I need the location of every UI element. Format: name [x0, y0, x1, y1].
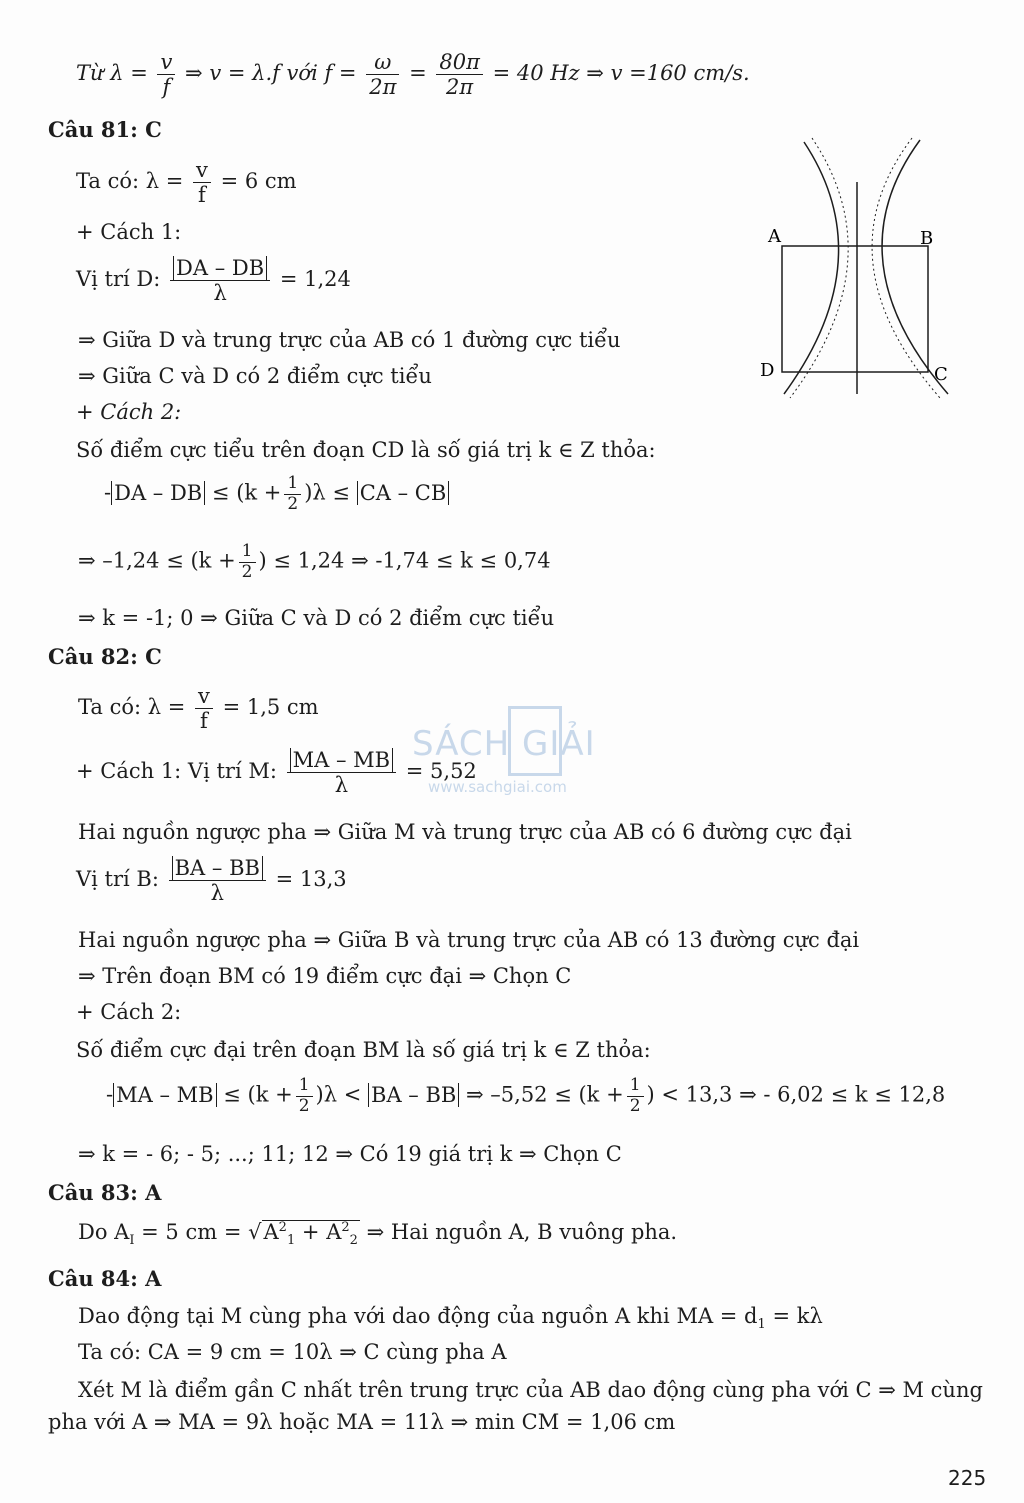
fraction-v-f: $\frac{v}{f}$ — [157, 50, 175, 99]
q82-lambda: Ta có: λ = $\frac{v}{f}$ = 1,5 cm — [78, 684, 319, 734]
watermark-brand: SÁCH GIẢI — [412, 724, 596, 764]
q82-line3: ⇒ Trên đoạn BM có 19 điểm cực đại ⇒ Chọn C — [78, 964, 572, 988]
label-d: D — [760, 360, 775, 381]
q82-line2: Hai nguồn ngược pha ⇒ Giữa B và trung trực của AB có 13 đường cực đại — [78, 928, 860, 952]
right-hyperbola-dotted — [872, 138, 940, 398]
q84-line4: pha với A ⇒ MA = 9λ hoặc MA = 11λ ⇒ min CM = 1,06 cm — [48, 1410, 676, 1434]
q84-line3: Xét M là điểm gần C nhất trên trung trực của AB dao động cùng pha với C ⇒ M cùng — [78, 1378, 983, 1402]
q82-inequality: - MA – MB ≤ (k + $\frac{1}{2}$ )λ < BA – BB ⇒ –5,52 ≤ (k + $\frac{1}{2}$ ) < 13,3 ⇒ - 6,02 ≤ k ≤ 12,8 — [106, 1075, 946, 1116]
fraction-half: $\frac{1}{2}$ — [627, 1076, 644, 1116]
q81-cach1: + Cách 1: — [76, 220, 182, 244]
q81-heading: Câu 81: C — [48, 117, 162, 142]
label-b: B — [920, 228, 934, 249]
fraction: $\frac{DA - DB}{\lambda}$ — [170, 256, 270, 305]
left-hyperbola — [784, 142, 839, 394]
fraction-80pi: $\frac{80\pi}{2\pi}$ — [436, 50, 483, 99]
q82-cach2: + Cách 2: — [76, 1000, 182, 1024]
q82-line1: Hai nguồn ngược pha ⇒ Giữa M và trung trực của AB có 6 đường cực đại — [78, 820, 852, 844]
q81-inequality1: - DA – DB ≤ (k + $\frac{1}{2}$ )λ ≤ CA – CB — [104, 474, 449, 514]
q84-line2: Ta có: CA = 9 cm = 10λ ⇒ C cùng pha A — [78, 1340, 507, 1364]
q84-line1: Dao động tại M cùng pha với dao động của nguồn A khi MA = $d_1 = k\lambda$ — [78, 1304, 823, 1333]
fraction-half: $\frac{1}{2}$ — [296, 1076, 313, 1116]
q82-position-m: + Cách 1: Vị trí M: $\frac{MA - MB}{\lambda}$ = 5,52 — [76, 748, 477, 798]
fraction: $\frac{v}{f}$ — [195, 684, 213, 733]
fraction: $\frac{MA - MB}{\lambda}$ — [287, 748, 396, 797]
q81-line1: ⇒ Giữa D và trung trực của AB có 1 đường cực tiểu — [78, 328, 621, 352]
q84-heading: Câu 84: A — [48, 1266, 162, 1291]
fraction-half: $\frac{1}{2}$ — [284, 474, 301, 514]
q83-line: Do $A_I = 5$ cm = $√A^2_1 + A^2_2$ ⇒ Hai nguồn A, B vuông pha. — [78, 1220, 678, 1249]
q82-position-b: Vị trí B: $\frac{BA - BB}{\lambda}$ = 13,3 — [76, 856, 347, 906]
q81-line2: ⇒ Giữa C và D có 2 điểm cực tiểu — [78, 364, 432, 388]
label-a: A — [768, 226, 781, 247]
q81-line4: ⇒ k = -1; 0 ⇒ Giữa C và D có 2 điểm cực tiểu — [78, 606, 555, 630]
left-hyperbola-dotted — [790, 138, 848, 398]
fraction-omega: $\frac{\omega}{2\pi}$ — [366, 50, 399, 99]
fraction: $\frac{BA - BB}{\lambda}$ — [169, 856, 266, 905]
q81-inequality2: ⇒ –1,24 ≤ (k + $\frac{1}{2}$ ) ≤ 1,24 ⇒ -1,74 ≤ k ≤ 0,74 — [78, 541, 551, 582]
q81-position-d: Vị trí D: $\frac{DA - DB}{\lambda}$ = 1,24 — [76, 256, 351, 306]
label-c: C — [934, 364, 948, 385]
q82-heading: Câu 82: C — [48, 644, 162, 669]
right-hyperbola — [882, 140, 948, 394]
q82-line5: ⇒ k = - 6; - 5; ...; 11; 12 ⇒ Có 19 giá trị k ⇒ Chọn C — [78, 1142, 622, 1166]
fraction-half: $\frac{1}{2}$ — [239, 542, 256, 582]
hyperbola-figure — [752, 132, 962, 402]
q81-cach2: + Cách 2: — [76, 400, 182, 424]
intro-formula: Từ λ = $\frac{v}{f}$ ⇒ v = λ.f với f = $\frac{\omega}{2\pi}$ = $\frac{80\pi}{2\pi}$ = 40 Hz ⇒ v =160 cm/s. — [76, 50, 750, 100]
page-number: 225 — [948, 1466, 987, 1490]
watermark-url: www.sachgiai.com — [428, 778, 567, 796]
q83-heading: Câu 83: A — [48, 1180, 162, 1205]
sqrt-expression: $A^2_1 + A^2_2$ — [263, 1220, 358, 1249]
q81-line3: Số điểm cực tiểu trên đoạn CD là số giá trị k ∈ Z thỏa: — [76, 438, 656, 462]
q81-lambda: Ta có: λ = $\frac{v}{f}$ = 6 cm — [76, 158, 297, 208]
fraction: $\frac{v}{f}$ — [193, 158, 211, 207]
q82-line4: Số điểm cực đại trên đoạn BM là số giá trị k ∈ Z thỏa: — [76, 1038, 651, 1062]
